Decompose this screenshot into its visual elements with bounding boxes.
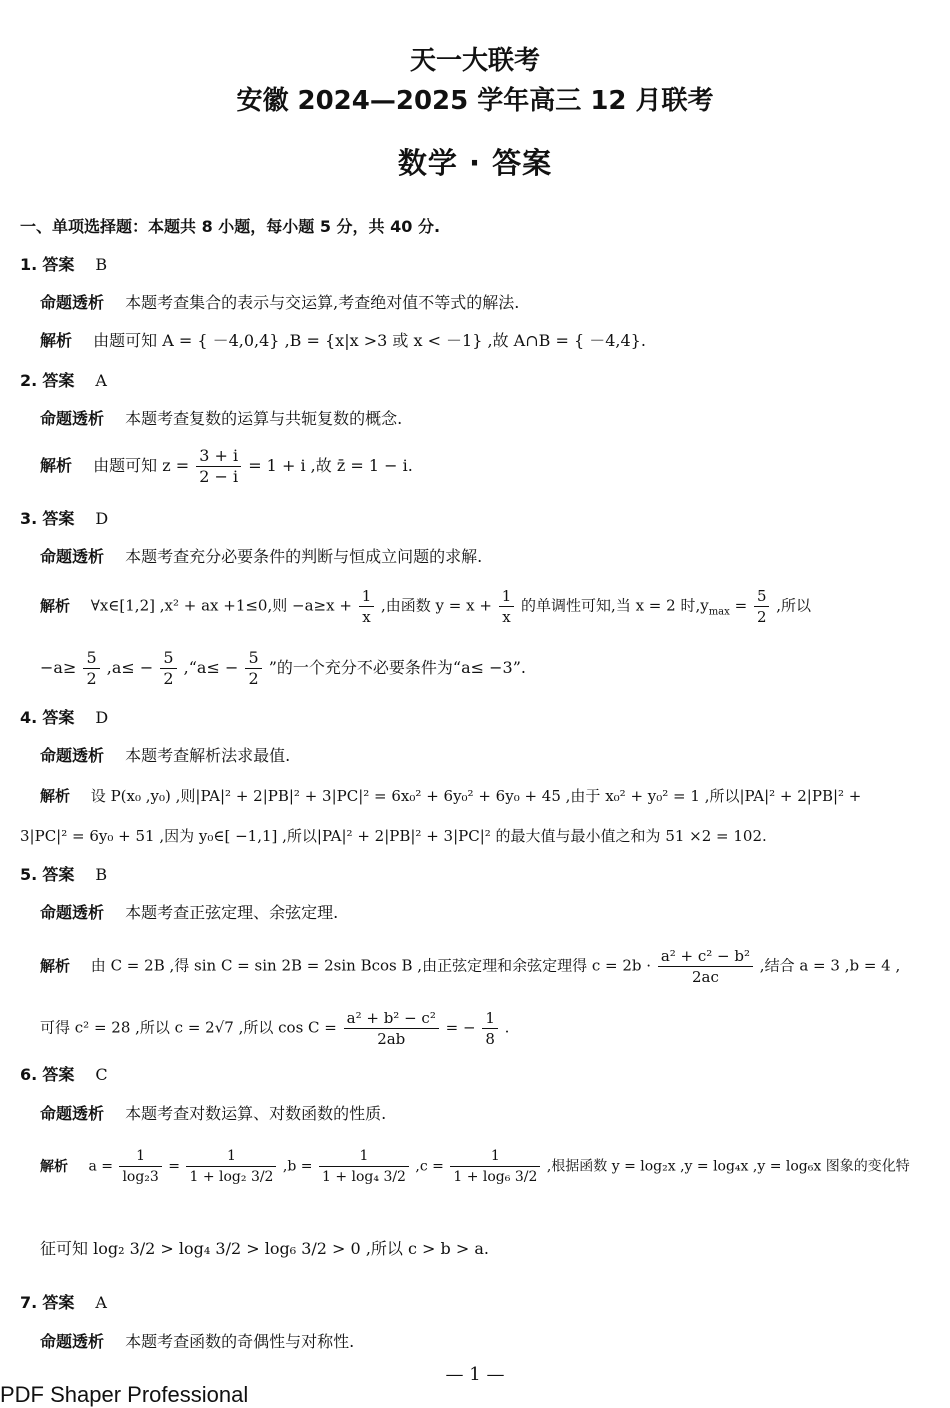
insight-label: 命题透析 — [40, 1104, 105, 1123]
fraction — [754, 586, 770, 627]
q6-text: ,c = — [415, 1158, 444, 1175]
q7-answer: A — [95, 1293, 107, 1312]
analysis-label: 解析 — [40, 956, 71, 975]
analysis-label: 解析 — [40, 787, 71, 805]
q6-answer-row — [20, 1064, 108, 1086]
fraction-denominator: 2 — [86, 669, 97, 688]
q5-number: 5. — [20, 865, 38, 884]
fraction-numerator: 1 — [319, 1146, 409, 1167]
q2-answer: A — [95, 371, 107, 390]
q3-text: ”的一个充分不必要条件为“a≤ −3”. — [268, 658, 526, 677]
fraction — [359, 586, 375, 627]
fraction-denominator: 8 — [485, 1030, 495, 1048]
insight-label: 命题透析 — [40, 547, 105, 566]
q5-analysis-row — [40, 946, 900, 987]
q6-insight-row — [40, 1103, 386, 1125]
q6-answer: C — [95, 1065, 108, 1084]
q3-text: ,a≤ − — [106, 658, 154, 677]
fraction-denominator: 2 − i — [199, 467, 239, 486]
fraction-numerator: 5 — [754, 586, 770, 607]
q5-answer: B — [95, 865, 108, 884]
fraction — [450, 1146, 540, 1187]
fraction — [160, 648, 176, 689]
q4-analysis-line2: 3|PC|² = 6y₀ + 51 ,因为 y₀∈[ −1,1] ,所以|PA|² + 2|PB|² + 3|PC|² 的最大值与最小值之和为 51 ×2 = 102. — [20, 827, 767, 845]
fraction-denominator: 2 — [248, 669, 259, 688]
q7-insight: 本题考查函数的奇偶性与对称性. — [125, 1332, 355, 1351]
answer-label: 答案 — [42, 1293, 75, 1312]
q5-text: = − — [445, 1018, 476, 1037]
fraction-numerator: a² + b² − c² — [344, 1008, 439, 1029]
q3-text: = — [734, 596, 748, 615]
q1-number: 1. — [20, 255, 38, 274]
page-number: — 1 — — [445, 1364, 505, 1385]
q3-analysis-row — [40, 586, 811, 627]
fraction-numerator: a² + c² − b² — [658, 946, 753, 967]
q2-insight: 本题考查复数的运算与共轭复数的概念. — [125, 409, 403, 428]
analysis-label: 解析 — [40, 456, 73, 475]
q3-insight-row — [40, 546, 482, 568]
fraction — [245, 648, 261, 689]
insight-label: 命题透析 — [40, 1332, 105, 1351]
q6-number: 6. — [20, 1065, 38, 1084]
answer-label: 答案 — [42, 865, 75, 884]
q3-insight: 本题考查充分必要条件的判断与恒成立问题的求解. — [125, 547, 483, 566]
q5-text: 由 C = 2B ,得 sin C = sin 2B = 2sin Bcos B ,由正弦定理和余弦定理得 c = 2b · — [90, 956, 652, 975]
q4-analysis-line1: 设 P(x₀ ,y₀) ,则|PA|² + 2|PB|² + 3|PC|² = 6x₀² + 6y₀² + 6y₀ + 45 ,由于 x₀² + y₀² = 1 ,所以|PA|² + 2|PB|² + — [90, 787, 862, 805]
insight-label: 命题透析 — [40, 746, 105, 765]
fraction-numerator: 1 — [450, 1146, 540, 1167]
watermark: PDF Shaper Professional — [0, 1382, 249, 1407]
fraction-numerator: 1 — [186, 1146, 276, 1167]
q3-number: 3. — [20, 509, 38, 528]
fraction — [83, 648, 99, 689]
answer-label: 答案 — [42, 708, 75, 727]
q3-analysis-row2 — [40, 648, 526, 689]
fraction-denominator: 1 + log₆ 3/2 — [453, 1169, 538, 1185]
q7-answer-row — [20, 1292, 107, 1314]
q4-insight-row — [40, 745, 290, 767]
q2-answer-row — [20, 370, 107, 392]
fraction — [499, 586, 515, 627]
answer-label: 答案 — [42, 255, 75, 274]
fraction-numerator: 5 — [245, 648, 261, 669]
q3-text: ,“a≤ − — [183, 658, 239, 677]
q1-insight: 本题考查集合的表示与交运算,考查绝对值不等式的解法. — [125, 293, 520, 312]
q6-analysis-row — [40, 1146, 910, 1187]
q5-insight: 本题考查正弦定理、余弦定理. — [125, 903, 339, 922]
q2-number: 2. — [20, 371, 38, 390]
q1-insight-row — [40, 292, 519, 314]
q1-answer: B — [95, 255, 108, 274]
answer-label: 答案 — [42, 509, 75, 528]
q5-text: ,结合 a = 3 ,b = 4 , — [759, 956, 901, 975]
fraction-numerator: 5 — [83, 648, 99, 669]
q6-insight: 本题考查对数运算、对数函数的性质. — [125, 1104, 387, 1123]
analysis-label: 解析 — [40, 596, 71, 615]
q2-analysis-post: = 1 + i ,故 z̄ = 1 − i. — [248, 456, 413, 475]
answer-label: 答案 — [42, 371, 75, 390]
q5-text: 可得 c² = 28 ,所以 c = 2√7 ,所以 cos C = — [40, 1018, 337, 1037]
q6-text: = — [168, 1158, 181, 1175]
q7-insight-row — [40, 1331, 354, 1353]
fraction-numerator: 1 — [359, 586, 375, 607]
q3-text: ,由函数 y = x + — [381, 596, 492, 615]
fraction — [196, 446, 241, 487]
q3-text: ,所以 — [776, 596, 812, 615]
q5-answer-row — [20, 864, 107, 886]
q6-analysis-row2 — [40, 1238, 489, 1260]
q5-insight-row — [40, 902, 338, 924]
q2-analysis-pre: 由题可知 z = — [93, 456, 190, 475]
fraction — [658, 946, 753, 987]
q4-analysis-row2 — [20, 825, 767, 847]
q6-text: ,根据函数 y = log₂x ,y = log₄x ,y = log₆x 图象的变化特 — [546, 1158, 910, 1175]
fraction-numerator: 1 — [482, 1008, 498, 1029]
analysis-label: 解析 — [40, 331, 73, 350]
q1-analysis: 由题可知 A = { －4,0,4} ,B = {x|x >3 或 x < －1} ,故 A∩B = { －4,4}. — [93, 331, 646, 350]
q3-text: ∀x∈[1,2] ,x² + ax +1≤0,则 −a≥x + — [90, 596, 352, 615]
fraction-numerator: 1 — [119, 1146, 161, 1167]
q4-number: 4. — [20, 708, 38, 727]
q3-subscript: max — [708, 606, 730, 618]
fraction — [319, 1146, 409, 1187]
q4-answer-row — [20, 707, 108, 729]
q6-text: a = — [88, 1158, 113, 1175]
fraction-denominator: 2ac — [691, 968, 719, 986]
q3-answer-row — [20, 508, 108, 530]
insight-label: 命题透析 — [40, 903, 105, 922]
q6-text: ,b = — [282, 1158, 313, 1175]
q7-number: 7. — [20, 1293, 38, 1312]
fraction-numerator: 5 — [160, 648, 176, 669]
q4-answer: D — [95, 708, 109, 727]
q2-insight-row — [40, 408, 402, 430]
q1-analysis-row — [40, 330, 646, 352]
fraction — [344, 1008, 439, 1049]
q4-insight: 本题考查解析法求最值. — [125, 746, 291, 765]
fraction-denominator: 1 + log₄ 3/2 — [321, 1169, 406, 1185]
q1-answer-row — [20, 254, 107, 276]
exam-org-title: 天一大联考 — [409, 46, 540, 76]
fraction-denominator: x — [362, 608, 371, 626]
q3-text: 的单调性可知,当 x = 2 时,y — [521, 596, 709, 615]
fraction-numerator: 1 — [499, 586, 515, 607]
section-heading: 一、单项选择题：本题共 8 小题，每小题 5 分，共 40 分. — [20, 217, 441, 236]
fraction-denominator: log₂3 — [122, 1169, 159, 1185]
insight-label: 命题透析 — [40, 409, 105, 428]
fraction-denominator: x — [502, 608, 511, 626]
q6-analysis-line2: 征可知 log₂ 3/2 > log₄ 3/2 > log₆ 3/2 > 0 ,所以 c > b > a. — [40, 1239, 489, 1258]
fraction — [186, 1146, 276, 1187]
fraction-denominator: 2ab — [377, 1030, 406, 1048]
fraction-denominator: 2 — [756, 608, 767, 626]
q5-text: . — [504, 1018, 510, 1037]
q3-text: −a≥ — [40, 658, 77, 677]
fraction-numerator: 3 + i — [196, 446, 241, 467]
insight-label: 命题透析 — [40, 293, 105, 312]
q4-analysis-row — [40, 785, 861, 807]
subject-title: 数学 · 答案 — [397, 146, 553, 180]
fraction-denominator: 1 + log₂ 3/2 — [189, 1169, 274, 1185]
fraction — [482, 1008, 498, 1049]
exam-title: 安徽 2024—2025 学年高三 12 月联考 — [236, 86, 714, 116]
fraction — [119, 1146, 161, 1187]
fraction-denominator: 2 — [163, 669, 174, 688]
analysis-label: 解析 — [40, 1158, 68, 1175]
q2-analysis-row — [40, 446, 413, 487]
q3-answer: D — [95, 509, 109, 528]
q5-analysis-row2 — [40, 1008, 509, 1049]
answer-label: 答案 — [42, 1065, 75, 1084]
